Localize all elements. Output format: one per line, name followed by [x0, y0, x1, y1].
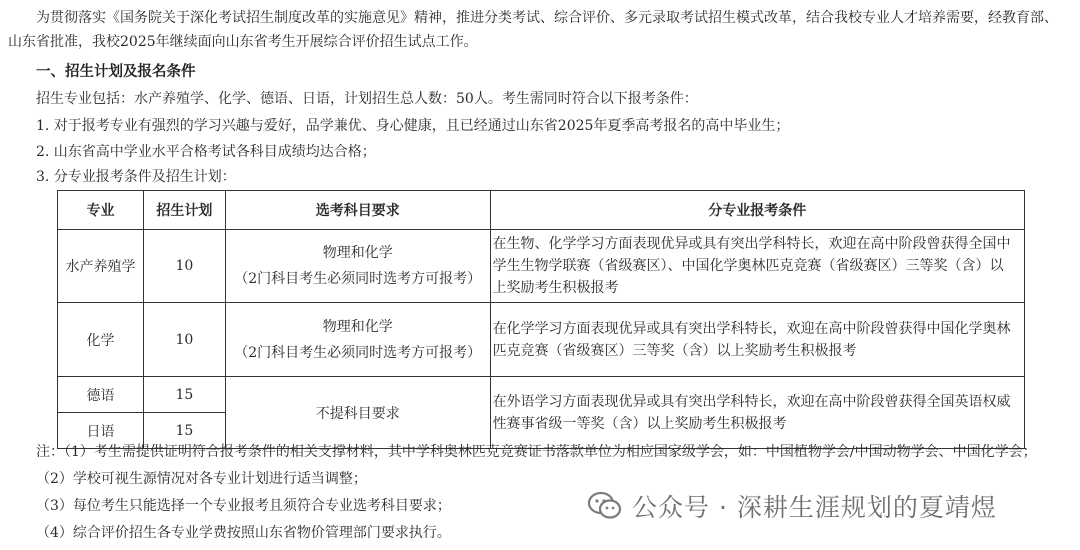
intro-line-1: 为贯彻落实《国务院关于深化考试招生制度改革的实施意见》精神，推进分类考试、综合评价、多元录取考试招生模式改革，结合我校专业人才培养需要，经教育部、: [36, 10, 1058, 26]
subject-req-cell: 不提科目要求: [225, 377, 490, 449]
req-subjects: 物理和化学: [322, 318, 393, 335]
header-subject-req: 选考科目要求: [225, 191, 490, 230]
plan-cell: 15: [143, 413, 225, 449]
table-row: [58, 303, 1025, 377]
section-heading: 一、招生计划及报名条件: [36, 63, 196, 80]
majors-line: 招生专业包括：水产养殖学、化学、德语、日语，计划招生总人数：50人。考生需同时符合以下报考条件：: [36, 91, 698, 107]
plan-cell: 15: [143, 377, 225, 413]
condition-1: 1. 对于报考专业有强烈的学习兴趣与爱好，品学兼优、身心健康，且已经通过山东省2025年夏季高考报名的高中毕业生；: [36, 118, 790, 134]
watermark: [588, 488, 997, 524]
major-cell: 水产养殖学: [58, 230, 144, 303]
header-conditions: 分专业报考条件: [490, 191, 1024, 230]
note-4: （4）综合评价招生各专业学费按照山东省物价管理部门要求执行。: [36, 525, 451, 541]
watermark-text: 公众号 · 深耕生涯规划的夏靖煜: [632, 493, 997, 522]
cond-line: 在外语学习方面表现优异或具有突出学科特长，欢迎在高中阶段曾获得全国英语权威: [492, 393, 1011, 410]
wechat-icon: [588, 491, 622, 521]
req-note: （2门科目考生必须同时选考方可报考）: [234, 344, 482, 361]
plan-cell: 10: [143, 303, 225, 377]
conditions-cell: [490, 230, 1024, 303]
condition-3: 3. 分专业报考条件及招生计划：: [36, 169, 236, 185]
major-cell: 德语: [58, 377, 144, 413]
subject-req-cell: [225, 303, 490, 377]
note-3: （3）每位考生只能选择一个专业报考且须符合专业选考科目要求；: [36, 498, 451, 514]
req-subjects: 物理和化学: [322, 245, 393, 261]
intro-line-2: 山东省批准，我校2025年继续面向山东省考生开展综合评价招生试点工作。: [8, 34, 478, 50]
cond-line: 匹克竞赛（省级赛区）三等奖（含）以上奖励考生积极报考: [492, 342, 857, 359]
header-major: 专业: [58, 191, 144, 230]
cond-line: 在化学学习方面表现优异或具有突出学科特长，欢迎在高中阶段曾获得中国化学奥林: [492, 320, 1011, 337]
conditions-cell: [490, 377, 1024, 449]
note-2: （2）学校可视生源情况对各专业计划进行适当调整；: [36, 471, 367, 487]
header-plan: 招生计划: [143, 191, 225, 230]
cond-line: 学生生物学联赛（省级赛区）、中国化学奥林匹克竞赛（省级赛区）三等奖（含）以: [492, 258, 1004, 274]
enrollment-table: [57, 190, 1025, 449]
cond-line: 性赛事省级一等奖（含）以上奖励考生积极报考: [492, 415, 787, 432]
note-1: 注：（1）考生需提供证明符合报考条件的相关支撑材料，其中学科奥林匹克竞赛证书落款单位为相应国家级学会，如：中国植物学会/中国动物学会、中国化学会；: [36, 444, 1037, 460]
cond-line: 在生物、化学学习方面表现优异或具有突出学科特长，欢迎在高中阶段曾获得全国中: [492, 236, 1011, 252]
req-note: （2门科目考生必须同时选考方可报考）: [234, 271, 482, 287]
conditions-cell: [490, 303, 1024, 377]
intro-paragraph: [8, 6, 1072, 54]
table-row: [58, 377, 1025, 413]
plan-cell: 10: [143, 230, 225, 303]
major-cell: 日语: [58, 413, 144, 449]
table-header-row: [58, 191, 1025, 230]
condition-2: 2. 山东省高中学业水平合格考试各科目成绩均达合格；: [36, 144, 376, 160]
table-row: [58, 230, 1025, 303]
subject-req-cell: [225, 230, 490, 303]
major-cell: 化学: [58, 303, 144, 377]
cond-line: 上奖励考生积极报考: [492, 280, 619, 296]
